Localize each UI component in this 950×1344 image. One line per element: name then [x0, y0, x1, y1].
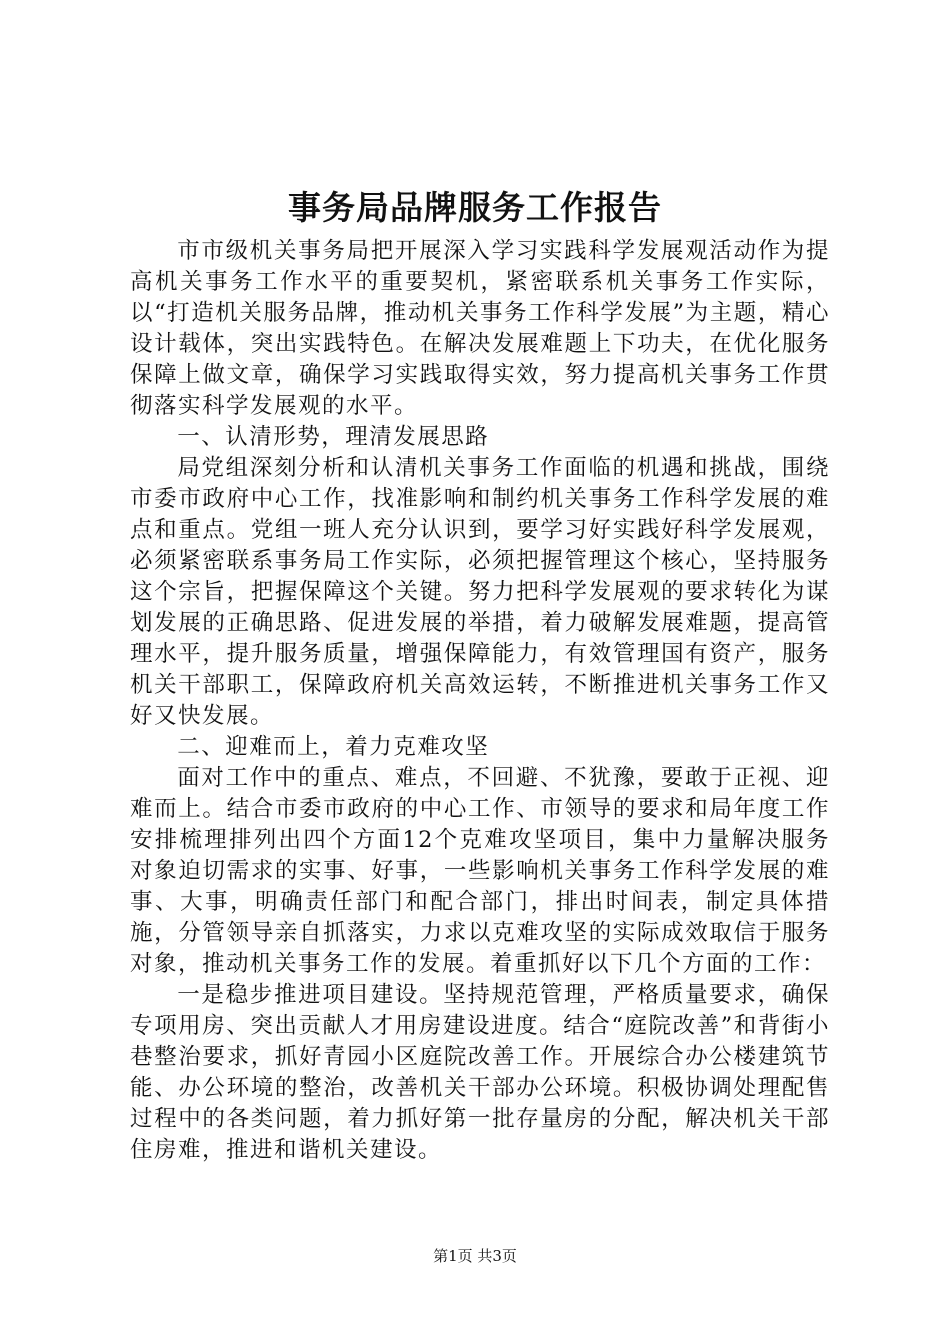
document-body [130, 236, 830, 1166]
section-2-item-1-paragraph: 一是稳步推进项目建设。坚持规范管理，严格质量要求，确保专项用房、突出贡献人才用房建设进度。结合“庭院改善”和背街小巷整治要求，抓好青园小区庭院改善工作。开展综合办公楼建筑节能、办公环境的整治，改善机关干部办公环境。积极协调处理配售过程中的各类问题，着力抓好第一批存量房的分配，解决机关干部住房难，推进和谐机关建设。 [130, 982, 830, 1163]
section-2-paragraph: 面对工作中的重点、难点，不回避、不犹豫，要敢于正视、迎难而上。结合市委市政府的中心工作、市领导的要求和局年度工作安排梳理排列出四个方面12个克难攻坚项目，集中力量解决服务对象迫切需求的实事、好事，一些影响机关事务工作科学发展的难事、大事，明确责任部门和配合部门，排出时间表，制定具体措施，分管领导亲自抓落实，力求以克难攻坚的实际成效取信于服务对象，推动机关事务工作的发展。着重抓好以下几个方面的工作： [130, 765, 830, 977]
page-footer [0, 1246, 950, 1266]
section-1-paragraph: 局党组深刻分析和认清机关事务工作面临的机遇和挑战，围绕市委市政府中心工作，找准影响和制约机关事务工作科学发展的难点和重点。党组一班人充分认识到，要学习好实践好科学发展观，必须紧密联系事务局工作实际，必须把握管理这个核心，坚持服务这个宗旨，把握保障这个关键。努力把科学发展观的要求转化为谋划发展的正确思路、促进发展的举措，着力破解发展难题，提高管理水平，提升服务质量，增强保障能力，有效管理国有资产，服务机关干部职工，保障政府机关高效运转，不断推进机关事务工作又好又快发展。 [130, 455, 830, 729]
section-heading-1: 一、认清形势，理清发展思路 [177, 424, 490, 450]
page-title: 事务局品牌服务工作报告 [288, 188, 662, 227]
intro-paragraph: 市市级机关事务局把开展深入学习实践科学发展观活动作为提高机关事务工作水平的重要契机，紧密联系机关事务工作实际，以“打造机关服务品牌，推动机关事务工作科学发展”为主题，精心设计载体，突出实践特色。在解决发展难题上下功夫，在优化服务保障上做文章，确保学习实践取得实效，努力提高机关事务工作贯彻落实科学发展观的水平。 [130, 238, 830, 419]
page-number: 第1页 共3页 [433, 1247, 517, 1265]
section-heading-2: 二、迎难而上，着力克难攻坚 [177, 734, 490, 760]
